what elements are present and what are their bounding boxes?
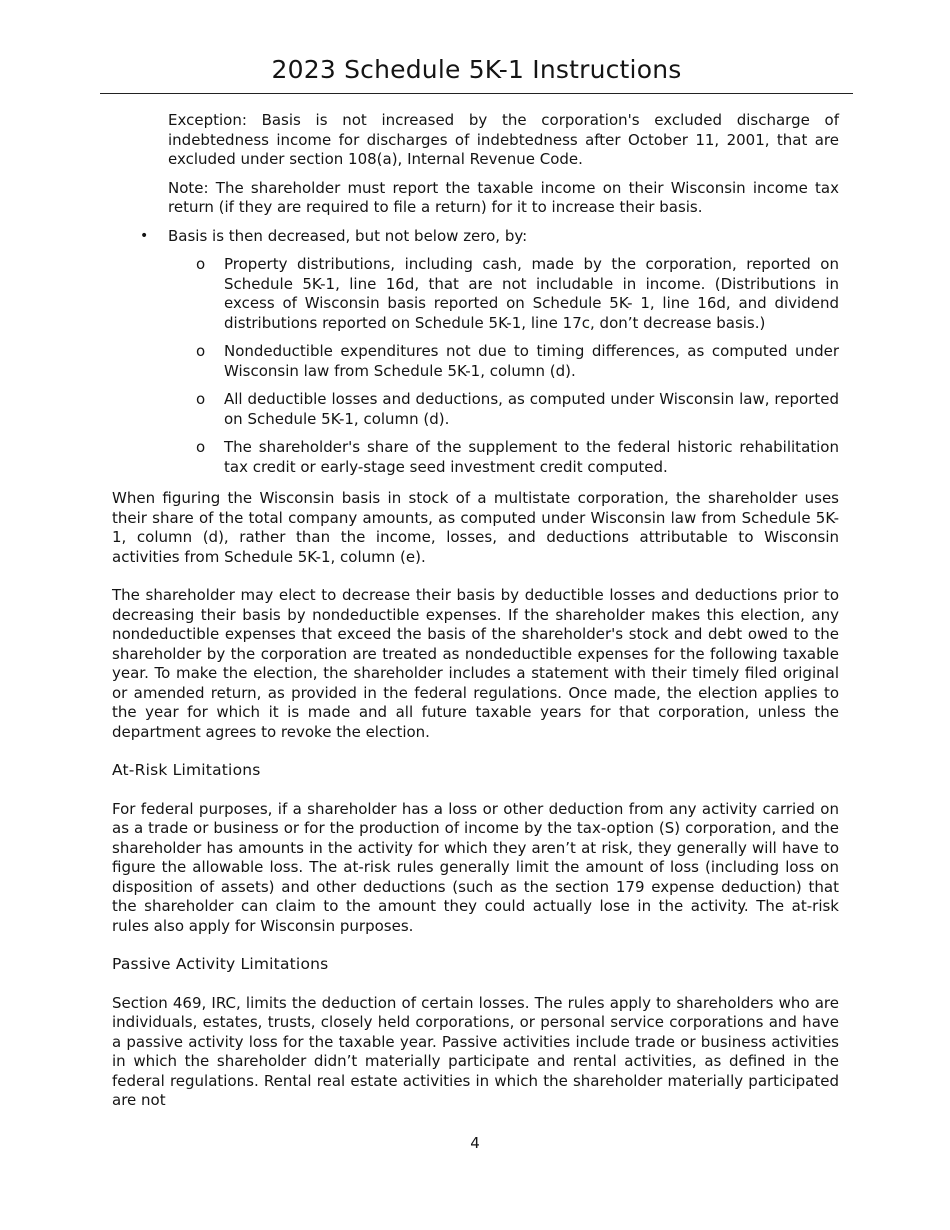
list-item-text: The shareholder's share of the supplement to the federal historic rehabilitation tax credit or early-stage seed investment credit computed. [224, 438, 839, 476]
title-divider [100, 93, 853, 94]
note-label: Note: [168, 178, 209, 197]
list-item [168, 390, 839, 429]
list-item-text: Nondeductible expenditures not due to timing differences, as computed under Wisconsin law from Schedule 5K-1, column (d). [224, 342, 839, 380]
list-item [168, 255, 839, 333]
at-risk-heading: At-Risk Limitations [112, 761, 261, 779]
list-item-text: All deductible losses and deductions, as computed under Wisconsin law, reported on Schedule 5K-1, column (d). [224, 390, 839, 428]
bullet-marker: • [140, 227, 149, 244]
page-title: 2023 Schedule 5K-1 Instructions [271, 55, 682, 84]
basis-decrease-bullet [112, 227, 839, 478]
passive-activity-paragraph: Section 469, IRC, limits the deduction of certain losses. The rules apply to shareholders who are individuals, estates, trusts, closely held corporations, or personal service corporations and have a passive activity loss for the taxable year. Passive activities include trade or business activities in which the shareholder didn’t materially participate and rental activities, as defined in the federal regulations. Rental real estate activities in which the shareholder materially participated are not [112, 993, 839, 1109]
page-number: 4 [470, 1134, 480, 1152]
decrease-sub-list [168, 255, 839, 477]
multistate-paragraph: When figuring the Wisconsin basis in stock of a multistate corporation, the shareholder uses their share of the total company amounts, as computed under Wisconsin law from Schedule 5K-1, column (d), rather than the income, losses, and deductions attributable to Wisconsin activities from Schedule 5K-1, column (e). [112, 489, 839, 566]
sub-bullet-marker: o [196, 342, 206, 360]
sub-bullet-marker: o [196, 390, 206, 408]
list-item [168, 342, 839, 381]
list-item [168, 438, 839, 477]
note-text: The shareholder must report the taxable income on their Wisconsin income tax return (if they are required to file a return) for it to increase their basis. [168, 178, 839, 216]
exception-text: Basis is not increased by the corporation's excluded discharge of indebtedness income for discharges of indebtedness after October 11, 2001, that are excluded under section 108(a), Internal Revenue Code. [168, 111, 839, 168]
note-paragraph [168, 179, 839, 218]
at-risk-paragraph: For federal purposes, if a shareholder has a loss or other deduction from any activity carried on as a trade or business or for the production of income by the tax-option (S) corporation, and the shareholder has amounts in the activity for which they aren’t at risk, they generally will have to figure the allowable loss. The at-risk rules generally limit the amount of loss (including loss on disposition of assets) and other deductions (such as the section 179 expense deduction) that the shareholder can claim to the amount they could actually lose in the activity. The at-risk rules also apply for Wisconsin purposes. [112, 799, 839, 935]
list-item-text: Property distributions, including cash, made by the corporation, reported on Schedule 5K-1, line 16d, that are not includable in income. (Distributions in excess of Wisconsin basis reported on Schedule 5K- 1, line 16d, and dividend distributions reported on Schedule 5K-1, line 17c, don’t decrease basis.) [224, 255, 839, 332]
basis-decrease-list [112, 227, 839, 478]
exception-paragraph [168, 111, 839, 170]
basis-decrease-intro: Basis is then decreased, but not below zero, by: [168, 226, 528, 245]
sub-bullet-marker: o [196, 438, 206, 456]
sub-bullet-marker: o [196, 255, 206, 273]
document-body [112, 111, 839, 1111]
election-paragraph: The shareholder may elect to decrease their basis by deductible losses and deductions prior to decreasing their basis by nondeductible expenses. If the shareholder makes this election, any nondeductible expenses that exceed the basis of the shareholder's stock and debt owed to the shareholder by the corporation are treated as nondeductible expenses for the following taxable year. To make the election, the shareholder includes a statement with their timely filed original or amended return, as provided in the federal regulations. Once made, the election applies to the year for which it is made and all future taxable years for that corporation, unless the department agrees to revoke the election. [112, 586, 839, 741]
passive-activity-heading: Passive Activity Limitations [112, 955, 329, 973]
exception-label: Exception: [168, 111, 247, 129]
